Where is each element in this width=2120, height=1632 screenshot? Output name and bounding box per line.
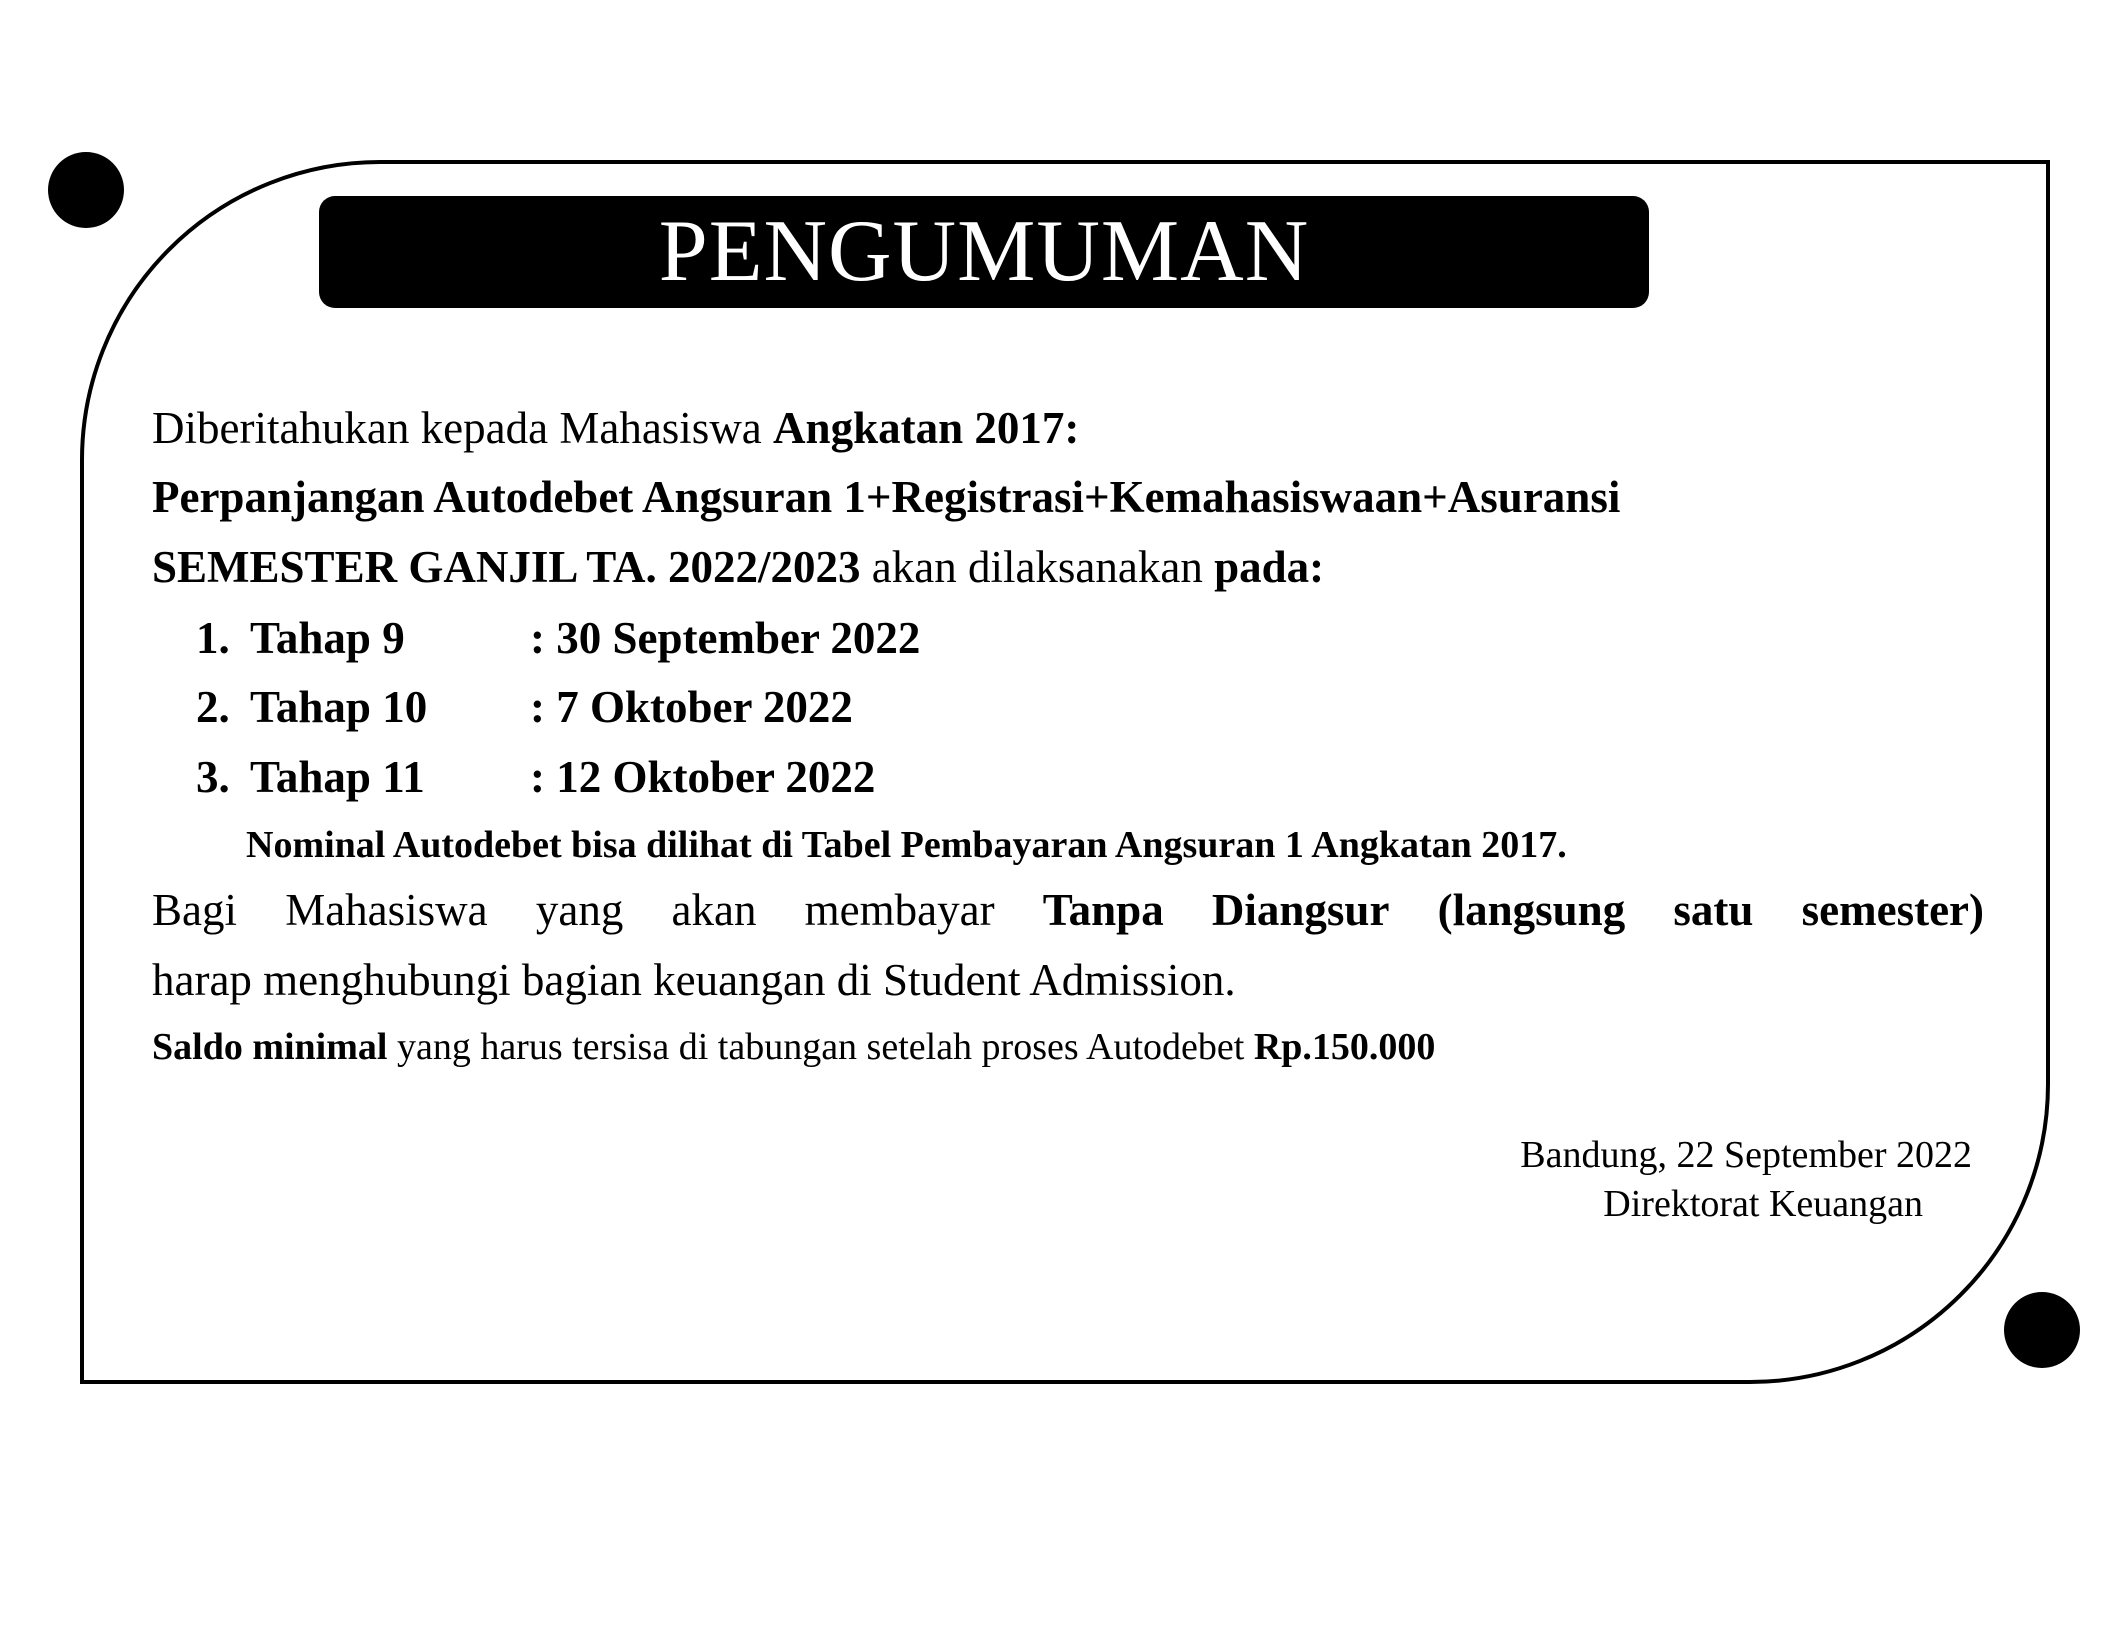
word: membayar	[804, 885, 995, 935]
semester-middle: akan dilaksanakan	[860, 542, 1215, 592]
stage-item	[196, 682, 853, 732]
announcement-title: PENGUMUMAN	[658, 203, 1310, 300]
intro-cohort: Angkatan 2017:	[773, 403, 1080, 453]
stage-number: 1.	[196, 613, 230, 663]
stage-date: : 30 September 2022	[530, 613, 921, 663]
bold-word: (langsung	[1437, 885, 1626, 935]
stage-item	[196, 752, 876, 802]
no-installment-line-1	[152, 885, 1984, 935]
minimum-balance-line	[152, 1028, 1435, 1066]
word: Mahasiswa	[285, 885, 488, 935]
stage-number: 2.	[196, 682, 230, 732]
word: akan	[671, 885, 757, 935]
no-installment-line-2: harap menghubungi bagian keuangan di Student Admission.	[152, 955, 1236, 1005]
saldo-amount: Rp.150.000	[1253, 1026, 1436, 1068]
saldo-label: Saldo minimal	[152, 1026, 388, 1068]
stage-number: 3.	[196, 752, 230, 802]
stage-name: Tahap 11	[250, 752, 425, 802]
decorative-dot-top-left	[48, 152, 124, 228]
stage-item	[196, 613, 921, 663]
saldo-text: yang harus tersisa di tabungan setelah proses Autodebet	[387, 1026, 1254, 1068]
intro-prefix: Diberitahukan kepada Mahasiswa	[152, 403, 774, 453]
semester-name: SEMESTER GANJIL TA. 2022/2023	[152, 542, 861, 592]
stage-date: : 12 Oktober 2022	[530, 752, 876, 802]
bold-word: Diangsur	[1211, 885, 1390, 935]
word: yang	[535, 885, 624, 935]
bold-word: semester)	[1801, 885, 1984, 935]
semester-line	[152, 542, 1325, 592]
word: Bagi	[152, 885, 237, 935]
signature-department: Direktorat Keuangan	[1603, 1183, 1923, 1225]
stage-name: Tahap 9	[250, 613, 405, 663]
semester-suffix: pada:	[1214, 542, 1325, 592]
nominal-note: Nominal Autodebet bisa dilihat di Tabel Pembayaran Angsuran 1 Angkatan 2017.	[246, 824, 1567, 866]
intro-line	[152, 403, 1080, 453]
extension-line: Perpanjangan Autodebet Angsuran 1+Registrasi+Kemahasiswaan+Asuransi	[152, 472, 1621, 522]
stage-date: : 7 Oktober 2022	[530, 682, 853, 732]
stage-name: Tahap 10	[250, 682, 428, 732]
decorative-dot-bottom-right	[2004, 1292, 2080, 1368]
title-banner	[319, 196, 1649, 308]
bold-word: satu	[1673, 885, 1754, 935]
bold-word: Tanpa	[1042, 885, 1164, 935]
signature-place-date: Bandung, 22 September 2022	[1520, 1134, 1972, 1176]
